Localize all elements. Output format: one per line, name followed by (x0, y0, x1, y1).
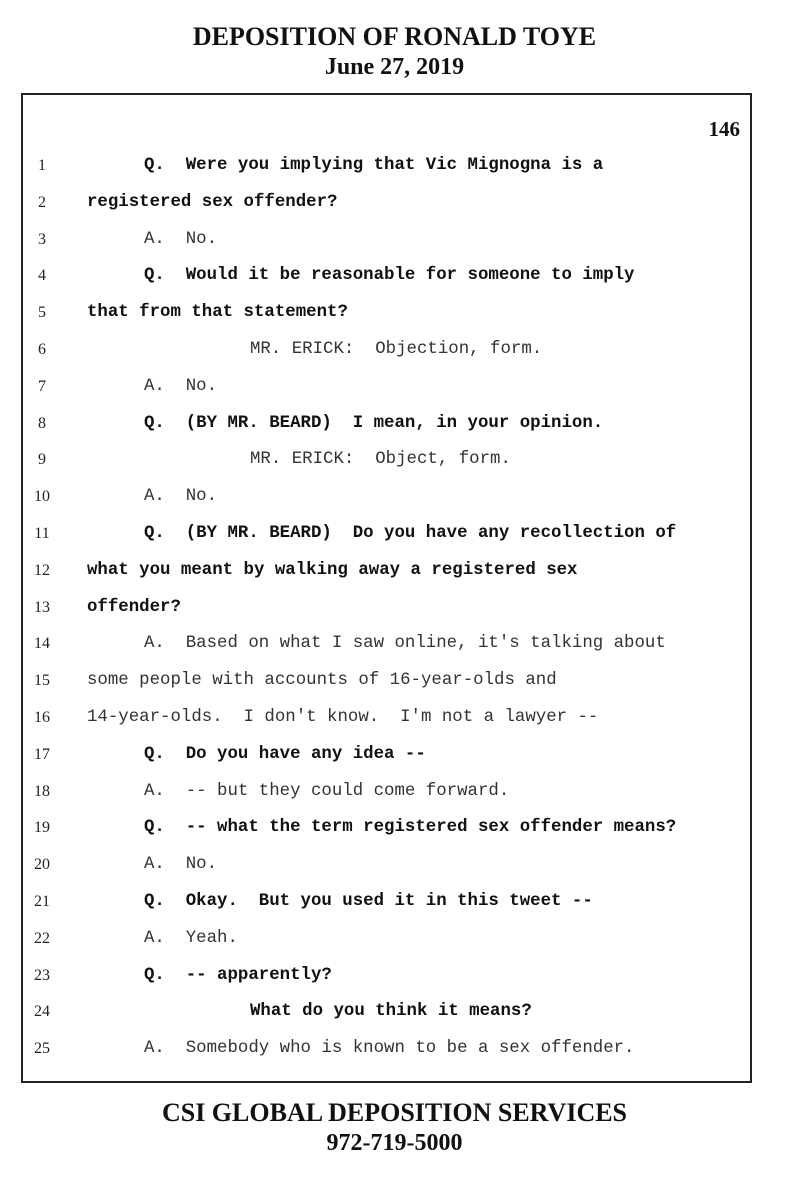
transcript-line (23, 737, 750, 774)
line-text: Q. (BY MR. BEARD) Do you have any recollection of (144, 523, 677, 543)
transcript-line (23, 148, 750, 185)
line-text: Q. -- apparently? (144, 965, 332, 985)
transcript-line (23, 406, 750, 443)
line-text: Q. (BY MR. BEARD) I mean, in your opinion. (144, 413, 604, 433)
line-text: A. No. (144, 487, 218, 507)
line-number: 15 (34, 672, 50, 690)
transcript-line (23, 442, 750, 479)
transcript-line (23, 479, 750, 516)
transcript-line (23, 222, 750, 259)
line-text: Q. -- what the term registered sex offender means? (144, 818, 677, 838)
line-text: what you meant by walking away a registered sex (87, 560, 578, 580)
line-number: 19 (34, 819, 50, 837)
line-number: 18 (34, 782, 50, 800)
deposition-title: DEPOSITION OF RONALD TOYE (192, 22, 597, 51)
line-text: A. Yeah. (144, 928, 238, 948)
transcript-line (23, 994, 750, 1031)
document-header (0, 22, 789, 82)
line-text: A. No. (144, 376, 218, 396)
line-number: 1 (38, 157, 46, 174)
line-number: 7 (38, 377, 46, 395)
line-number: 12 (34, 561, 50, 579)
line-text: Q. Okay. But you used it in this tweet -- (144, 891, 593, 911)
line-text: A. Somebody who is known to be a sex offender. (144, 1039, 635, 1059)
line-number: 11 (34, 524, 50, 542)
transcript-line (23, 553, 750, 590)
transcript-line (23, 958, 750, 995)
line-text: What do you think it means? (250, 1002, 532, 1022)
line-number: 23 (34, 966, 50, 984)
line-text: offender? (87, 597, 181, 617)
line-text: MR. ERICK: Object, form. (250, 450, 511, 470)
transcript-line (23, 1031, 750, 1068)
transcript-line (23, 295, 750, 332)
line-number: 5 (38, 304, 46, 322)
transcript-lines (23, 148, 750, 1068)
transcript-line (23, 185, 750, 222)
line-number: 8 (38, 414, 46, 432)
line-number: 24 (34, 1003, 50, 1021)
line-number: 25 (34, 1040, 50, 1058)
line-text: that from that statement? (87, 303, 348, 323)
transcript-line (23, 663, 750, 700)
company-phone: 972-719-5000 (326, 1130, 463, 1156)
line-number: 9 (38, 451, 46, 469)
line-text: registered sex offender? (87, 192, 338, 212)
line-number: 17 (34, 745, 50, 763)
line-number: 4 (38, 267, 46, 285)
line-text: A. -- but they could come forward. (144, 781, 510, 801)
line-number: 16 (34, 708, 50, 726)
deposition-date: June 27, 2019 (324, 54, 465, 80)
transcript-line (23, 847, 750, 884)
transcript-line (23, 516, 750, 553)
line-number: 22 (34, 929, 50, 947)
page-number: 146 (708, 117, 740, 141)
line-number: 10 (34, 488, 50, 506)
transcript-line (23, 369, 750, 406)
transcript-line (23, 590, 750, 627)
company-name: CSI GLOBAL DEPOSITION SERVICES (161, 1098, 628, 1127)
transcript-line (23, 700, 750, 737)
line-text: Q. Do you have any idea -- (144, 744, 426, 764)
line-text: some people with accounts of 16-year-olds and (87, 671, 557, 691)
line-number: 13 (34, 598, 50, 616)
transcript-line (23, 921, 750, 958)
transcript-page (21, 93, 752, 1083)
line-text: A. Based on what I saw online, it's talking about (144, 634, 666, 654)
transcript-line (23, 332, 750, 369)
transcript-line (23, 626, 750, 663)
line-text: A. No. (144, 229, 218, 249)
line-number: 21 (34, 892, 50, 910)
line-number: 14 (34, 635, 50, 653)
document-footer (0, 1098, 789, 1158)
line-text: A. No. (144, 855, 218, 875)
line-number: 20 (34, 856, 50, 874)
line-text: MR. ERICK: Objection, form. (250, 339, 543, 359)
line-number: 3 (38, 230, 46, 248)
transcript-line (23, 810, 750, 847)
transcript-line (23, 774, 750, 811)
line-text: Q. Were you implying that Vic Mignogna is a (144, 156, 604, 175)
line-number: 2 (38, 193, 46, 211)
line-number: 6 (38, 340, 46, 358)
line-text: 14-year-olds. I don't know. I'm not a lawyer -- (87, 707, 599, 727)
transcript-line (23, 258, 750, 295)
transcript-line (23, 884, 750, 921)
line-text: Q. Would it be reasonable for someone to imply (144, 266, 635, 286)
